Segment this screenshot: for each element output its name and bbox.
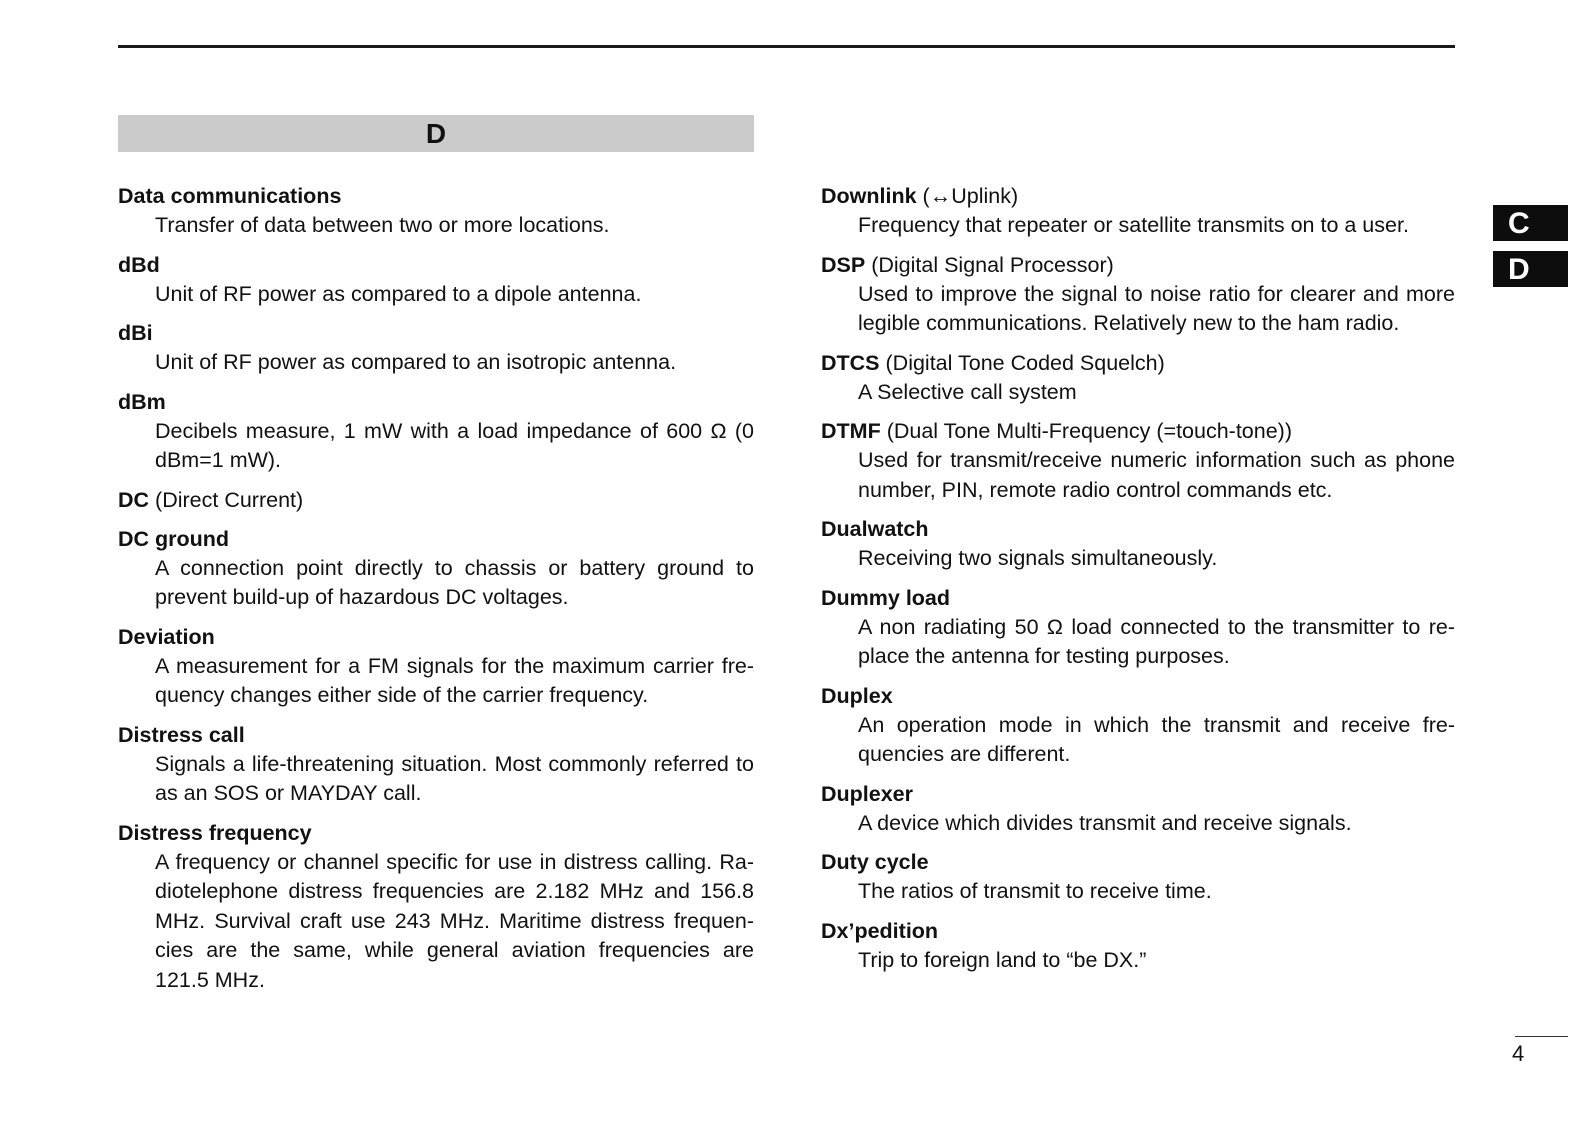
left-column <box>118 182 754 1005</box>
term-note: (Dual Tone Multi-Frequency (=touch-tone)) <box>886 419 1292 443</box>
glossary-term: dBi <box>118 321 153 345</box>
glossary-definition: Unit of RF power as compared to a dipole antenna. <box>155 281 642 306</box>
glossary-term: dBm <box>118 389 166 414</box>
glossary-entry <box>821 349 1455 408</box>
term-line <box>118 623 754 652</box>
term-line <box>821 682 1455 711</box>
glossary-definition: A non radiating 50 Ω load connected to the transmitter to re-place the antenna for testing purposes. <box>858 614 1455 668</box>
glossary-entry <box>821 417 1455 505</box>
glossary-definition: Receiving two signals simultaneously. <box>858 546 1218 570</box>
glossary-term: Dummy load <box>821 585 951 610</box>
page-number: 4 <box>1512 1041 1525 1066</box>
glossary-entry <box>118 182 754 241</box>
glossary-entry <box>821 682 1455 770</box>
glossary-entry <box>118 819 754 996</box>
glossary-definition: Frequency that repeater or satellite transmits on to a user. <box>858 213 1409 237</box>
glossary-entry <box>821 584 1455 672</box>
glossary-term: Downlink <box>821 184 917 208</box>
glossary-entry <box>118 721 754 809</box>
term-line <box>118 388 754 417</box>
glossary-entry <box>821 848 1455 907</box>
term-line <box>118 721 754 750</box>
glossary-term: Duty cycle <box>821 850 929 874</box>
glossary-definition: Used for transmit/receive numeric information such as phone number, PIN, remote radio control commands etc. <box>858 448 1455 502</box>
glossary-definition: A measurement for a FM signals for the maximum carrier fre-quency changes either side of the carrier frequency. <box>155 653 754 707</box>
section-tab-c[interactable]: C <box>1493 205 1568 241</box>
glossary-term: DTMF <box>821 419 881 443</box>
glossary-term: dBd <box>118 252 160 277</box>
glossary-definition: A connection point directly to chassis or battery ground to prevent build-up of hazardous DC voltages. <box>155 555 754 609</box>
term-line <box>118 486 754 515</box>
term-note: (Digital Signal Processor) <box>871 252 1114 277</box>
glossary-term: Distress call <box>118 722 245 747</box>
glossary-definition: A frequency or channel specific for use in distress calling. Ra-diotelephone distress frequencies are 2.182 MHz and 156.8 MHz. Survival craft use 243 MHz. Maritime distress frequen-cies are the same, while general aviation frequencies are 121.5 MHz. <box>155 849 754 992</box>
term-line <box>821 780 1455 809</box>
term-line <box>821 182 1455 211</box>
glossary-definition: Used to improve the signal to noise ratio for clearer and more legible communications. Relatively new to the ham radio. <box>858 281 1455 335</box>
top-rule <box>118 45 1455 48</box>
glossary-definition: Decibels measure, 1 mW with a load impedance of 600 Ω (0 dBm=1 mW). <box>155 418 754 472</box>
term-line <box>821 848 1455 877</box>
glossary-definition: An operation mode in which the transmit and receive fre-quencies are different. <box>858 712 1455 766</box>
section-heading: D <box>118 115 754 152</box>
glossary-entry <box>118 388 754 476</box>
glossary-entry <box>118 486 754 515</box>
term-line <box>821 251 1455 280</box>
right-column <box>821 182 1455 985</box>
glossary-entry <box>821 182 1455 241</box>
term-note: (Direct Current) <box>155 487 304 512</box>
term-line <box>118 819 754 848</box>
glossary-term: Data communications <box>118 184 342 208</box>
term-line <box>118 251 754 280</box>
glossary-entry <box>118 319 754 378</box>
glossary-definition: Unit of RF power as compared to an isotropic antenna. <box>155 350 677 374</box>
term-line <box>118 525 754 554</box>
glossary-definition: Trip to foreign land to “be DX.” <box>858 947 1147 972</box>
glossary-term: Distress frequency <box>118 820 312 845</box>
page-number-rule <box>1515 1036 1568 1037</box>
glossary-term: DC <box>118 487 150 512</box>
glossary-definition: Signals a life-threatening situation. Most commonly referred to as an SOS or MAYDAY call. <box>155 751 754 805</box>
glossary-term: Dx’pedition <box>821 918 939 943</box>
glossary-term: DSP <box>821 252 866 277</box>
glossary-definition: A Selective call system <box>858 379 1077 404</box>
glossary-entry <box>821 917 1455 976</box>
glossary-term: Deviation <box>118 624 215 649</box>
glossary-definition: Transfer of data between two or more locations. <box>155 213 610 237</box>
glossary-entry <box>821 515 1455 574</box>
glossary-term: DC ground <box>118 526 230 551</box>
term-line <box>821 515 1455 544</box>
term-note: (↔Uplink) <box>922 184 1019 208</box>
glossary-entry <box>118 525 754 613</box>
glossary-term: DTCS <box>821 350 880 375</box>
term-line <box>821 584 1455 613</box>
term-line <box>118 319 754 348</box>
glossary-definition: A device which divides transmit and receive signals. <box>858 810 1352 835</box>
term-line <box>821 917 1455 946</box>
glossary-entry <box>821 251 1455 339</box>
glossary-entry <box>118 251 754 310</box>
glossary-entry <box>821 780 1455 839</box>
glossary-definition: The ratios of transmit to receive time. <box>858 879 1212 903</box>
term-line <box>821 417 1455 446</box>
term-line <box>821 349 1455 378</box>
term-line <box>118 182 754 211</box>
glossary-entry <box>118 623 754 711</box>
glossary-term: Duplexer <box>821 781 914 806</box>
section-tab-d[interactable]: D <box>1493 251 1568 287</box>
glossary-term: Duplex <box>821 683 893 708</box>
glossary-term: Dualwatch <box>821 517 929 541</box>
term-note: (Digital Tone Coded Squelch) <box>885 350 1165 375</box>
